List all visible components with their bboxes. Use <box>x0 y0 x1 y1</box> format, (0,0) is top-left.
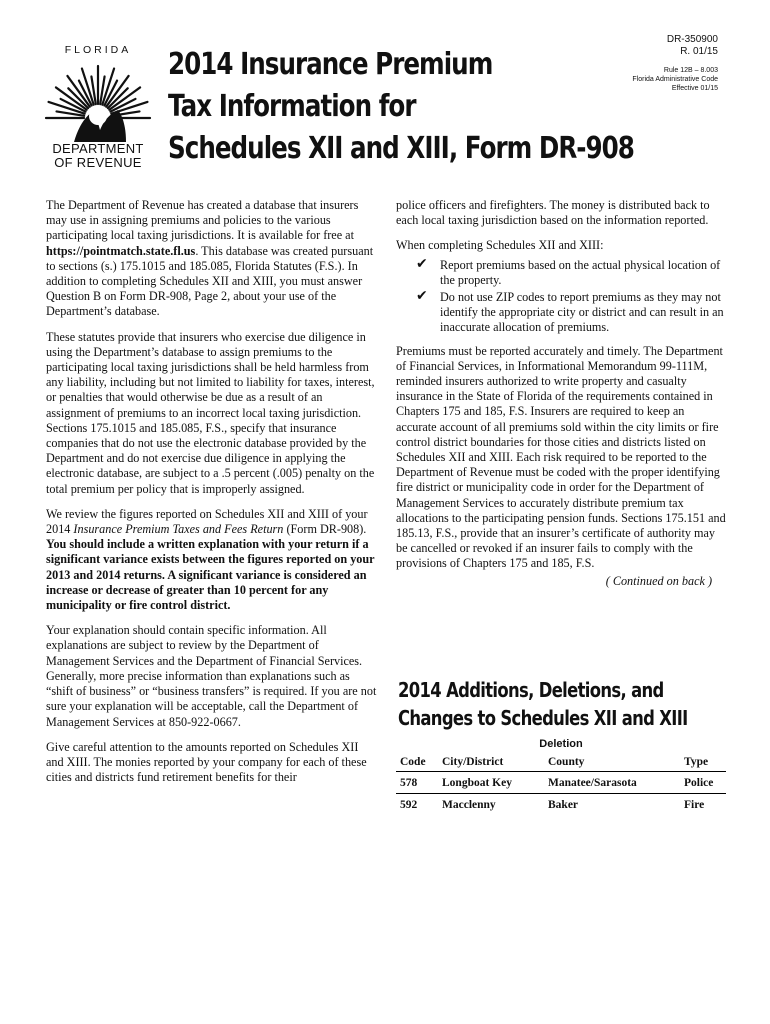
checklist <box>396 255 728 336</box>
form-revision: R. 01/15 <box>680 46 718 57</box>
table-row <box>396 772 726 794</box>
title-line-1: 2014 Insurance Premium <box>168 47 493 82</box>
distribution-paragraph: police officers and firefighters. The money is distributed back to each local taxing jurisdiction based on the information reported. <box>396 198 710 228</box>
title-line-3: Schedules XII and XIII, Form DR-908 <box>168 131 634 166</box>
admin-code: Florida Administrative Code <box>632 76 718 83</box>
left-column <box>46 198 378 795</box>
pointmatch-link[interactable]: https://pointmatch.state.fl.us <box>46 243 196 258</box>
title-line-2: Tax Information for <box>168 89 416 124</box>
sunburst-icon <box>44 56 152 142</box>
additions-heading-line-1: 2014 Additions, Deletions, and <box>398 678 664 702</box>
additions-heading <box>398 676 688 732</box>
deletion-title: Deletion <box>539 738 583 750</box>
completing-intro: When completing Schedules XII and XIII: <box>396 238 604 253</box>
additions-heading-line-2: Changes to Schedules XII and XIII <box>398 706 688 730</box>
cell-city: Macclenny <box>442 799 496 811</box>
col-city: City/District <box>438 754 544 772</box>
cell-type: Fire <box>684 799 705 811</box>
review-text-a: We review the figures reported on Schedules XII and XIII of your 2014 <box>46 506 368 537</box>
cell-code: 592 <box>400 799 418 811</box>
checkmark-icon: ✔ <box>416 288 428 305</box>
checkmark-icon: ✔ <box>416 255 428 272</box>
checklist-text: Do not use ZIP codes to report premiums as they may not identify the appropriate city or district and can result in an inaccurate allocation of premiums. <box>440 290 724 335</box>
attention-paragraph: Give careful attention to the amounts reported on Schedules XII and XIII. The monies reported by your company for each of these cities and districts fund retirement benefits for their <box>46 739 367 785</box>
checklist-item <box>396 290 728 336</box>
logo-department-name <box>44 142 152 170</box>
logo-state-name: FLORIDA <box>64 44 132 56</box>
table-header-row <box>396 754 726 772</box>
logo-line-1: DEPARTMENT <box>52 141 144 156</box>
review-paragraph <box>46 507 378 613</box>
checklist-item <box>396 255 728 288</box>
col-code: Code <box>396 754 438 772</box>
review-text-b: (Form DR-908). <box>283 522 367 537</box>
statutes-paragraph: These statutes provide that insurers who exercise due diligence in using the Department’s database to assign premiums to the participating local taxing jurisdictions shall be held harmless from any liability, including but not limited to liability for taxes, interest, or penalties that would otherwise be due as a result of an assignment of premiums to an incorrect local taxing jurisdiction. Sections 175.1015 and 185.085, F.S., specify that insurance companies that do not use the electronic database provided by the Department and do not exercise due diligence in applying the electronic database, are subject to a .5 percent (.005) penalty on the total premium per policy that is improperly assigned. <box>46 329 375 496</box>
col-type: Type <box>680 754 726 772</box>
checklist-text: Report premiums based on the actual physical location of the property. <box>440 257 721 287</box>
deletion-table <box>396 754 726 815</box>
form-number: DR-350900 <box>666 34 718 45</box>
document-title <box>168 44 634 170</box>
cell-code: 578 <box>396 772 438 794</box>
rule-citation <box>632 66 718 93</box>
florida-dor-logo <box>44 44 152 174</box>
form-number-block <box>667 34 718 58</box>
cell-city: Longboat Key <box>438 772 544 794</box>
effective-date: Effective 01/15 <box>671 85 718 92</box>
rule-number: Rule 12B – 8.003 <box>663 67 718 74</box>
logo-line-2: OF REVENUE <box>54 155 142 170</box>
cell-county: Baker <box>548 799 579 811</box>
cell-type: Police <box>680 772 726 794</box>
variance-warning: You should include a written explanation with your return if a significant variance exists between the figures reported on your 2013 and 2014 returns. A significant variance is considered an increase or decrease of greater than 10 percent for any municipality or fire control district. <box>46 537 375 613</box>
explanation-paragraph: Your explanation should contain specific information. All explanations are subject to review by the Department of Management Services and the Department of Financial Services. Generally, more precise information than explanations such as “shift of business” or “business transfers” is required. If you are not sure your explanation will be acceptable, call the Department of Management Services at 850-922-0667. <box>46 623 377 729</box>
cell-county: Manatee/Sarasota <box>544 772 680 794</box>
table-row <box>396 794 726 816</box>
continued-note: ( Continued on back ) <box>605 573 712 588</box>
col-county: County <box>544 754 680 772</box>
accuracy-paragraph: Premiums must be reported accurately and timely. The Department of Financial Services, in Informational Memorandum 99-111M, reminded insurers authorized to write property and casualty insurance in the State of Florida of the requirements contained in Chapters 175 and 185, F.S. Insurers are required to keep an accurate account of all premiums sold within the city limits or fire control district boundaries for those cities and districts listed on Schedules XII and XIII. Each risk required to be reported to the Department of Revenue must be coded with the proper identifying fire district or municipality code in order for the Department of Management Services to accurately distribute premium tax allocations to the participating pension funds. Sections 175.151 and 185.13, F.S., provide that an insurer’s certificate of authority may be cancelled or revoked if an insurer fails to comply with the provisions of Chapters 175 and 185, F.S. <box>396 343 726 571</box>
intro-text-a: The Department of Revenue has created a database that insurers may use in assigning premiums and policies to the various participating local taxing jurisdictions. It is available for free at <box>46 198 359 243</box>
return-title: Insurance Premium Taxes and Fees Return <box>73 522 284 537</box>
intro-paragraph <box>46 198 378 320</box>
right-column <box>396 198 728 589</box>
intro-text-b: . This database was created pursuant to sections (s.) 175.1015 and 185.085, Florida Statutes (F.S.). In addition to completing Schedules XII and XIII, you must answer Question B on Form DR-908, Page 2, about your use of the Department’s database. <box>46 243 374 319</box>
